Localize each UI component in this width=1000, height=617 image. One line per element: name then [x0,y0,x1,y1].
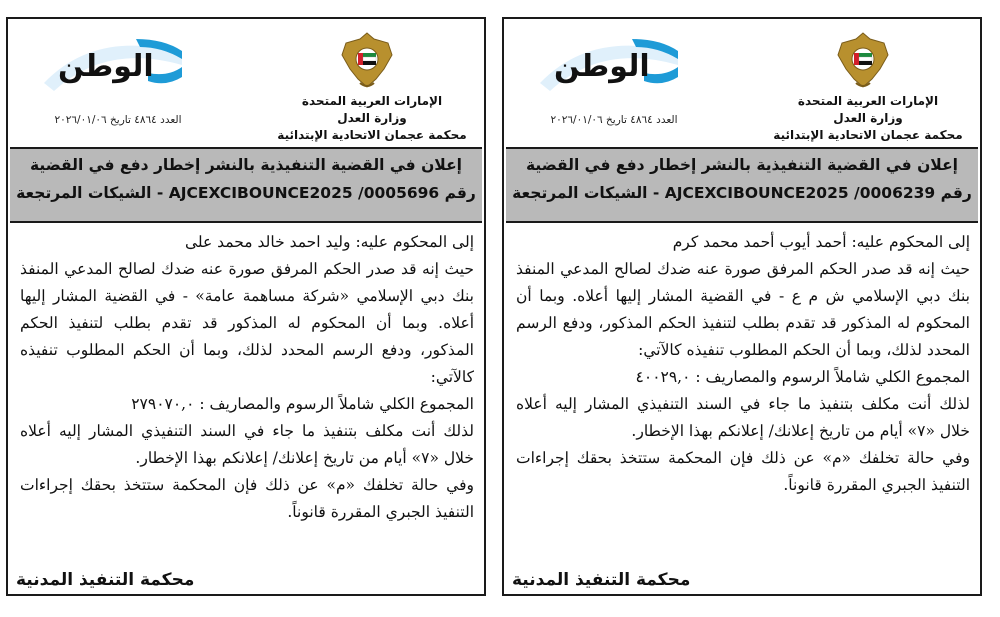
total-amount: المجموع الكلي شاملاً الرسوم والمصاريف : ٤٠٠٢٩,٠ [635,368,970,386]
title-suffix: - الشيكات المرتجعة [16,184,164,202]
notice-header [8,19,484,159]
total-amount: المجموع الكلي شاملاً الرسوم والمصاريف : ٢٧٩٠٧٠,٠ [131,395,474,413]
judgment-paragraph: حيث إنه قد صدر الحكم المرفق صورة عنه ضدك لصالح المدعي المنفذ بنك دبي الإسلامي ش م ع - في القضية المشار إليها أعلاه. وبما أن المحكوم له المذكور قد تقدم بطلب لتنفيذ الحكم المذكور، ودفع الرسم المحدد لذلك، وبما أن الحكم المطلوب تنفيذه كالآتي: [516,260,970,359]
uae-emblem-icon [338,29,396,91]
title-line-2 [10,184,482,202]
government-lines [272,93,472,144]
notice-header [504,19,980,159]
issue-info: العدد ٤٨٦٤ تاريخ ٢٠٢٦/٠١/٠٦ [54,114,182,126]
addressee: إلى المحكوم عليه: وليد احمد خالد محمد على [184,233,474,251]
title-prefix: رقم [444,184,476,202]
title-prefix: رقم [940,184,972,202]
default-paragraph: وفي حالة تخلفك «م» عن ذلك فإن المحكمة ستتخذ بحقك إجراءات التنفيذ الجبري المقررة قانوناً. [516,449,970,494]
issue-info: العدد ٤٨٦٤ تاريخ ٢٠٢٦/٠١/٠٦ [550,114,678,126]
gov-country: الإمارات العربية المتحدة [797,94,939,108]
notice-title [10,147,482,223]
title-line-1: إعلان في القضية التنفيذية بالنشر إخطار دفع في القضية [526,156,958,174]
notice-body [20,229,474,526]
court-signature: محكمة التنفيذ المدنية [16,570,195,590]
newspaper-logo [36,33,186,97]
case-number: AJCEXCIBOUNCE2025 /0006239 [664,184,936,202]
addressee: إلى المحكوم عليه: أحمد أيوب أحمد محمد كرم [672,233,970,251]
newspaper-logo [532,33,682,97]
notice-title [506,147,978,223]
gov-court: محكمة عجمان الاتحادية الإبتدائية [773,128,963,142]
notice-left [6,17,486,596]
gov-ministry: وزارة العدل [833,111,903,125]
newspaper-name: الوطن [554,49,650,84]
title-line-2 [506,184,978,202]
gov-country: الإمارات العربية المتحدة [301,94,443,108]
title-line-1: إعلان في القضية التنفيذية بالنشر إخطار دفع في القضية [30,156,462,174]
obligation-paragraph: لذلك أنت مكلف بتنفيذ ما جاء في السند التنفيذي المشار إليه أعلاه خلال «٧» أيام من تاريخ إعلانك/ إعلانكم بهذا الإخطار. [516,395,970,440]
notice-body [516,229,970,499]
court-signature: محكمة التنفيذ المدنية [512,570,691,590]
newspaper-name: الوطن [58,49,154,84]
obligation-paragraph: لذلك أنت مكلف بتنفيذ ما جاء في السند التنفيذي المشار إليه أعلاه خلال «٧» أيام من تاريخ إعلانك/ إعلانكم بهذا الإخطار. [20,422,474,467]
uae-emblem-icon [834,29,892,91]
gov-court: محكمة عجمان الاتحادية الإبتدائية [277,128,467,142]
default-paragraph: وفي حالة تخلفك «م» عن ذلك فإن المحكمة ستتخذ بحقك إجراءات التنفيذ الجبري المقررة قانوناً. [20,476,474,521]
notice-right [502,17,982,596]
gov-ministry: وزارة العدل [337,111,407,125]
case-number: AJCEXCIBOUNCE2025 /0005696 [168,184,440,202]
judgment-paragraph: حيث إنه قد صدر الحكم المرفق صورة عنه ضدك لصالح المدعي المنفذ بنك دبي الإسلامي «شركة مساهمة عامة» - في القضية المشار إليها أعلاه. وبما أن المحكوم له المذكور قد تقدم بطلب لتنفيذ الحكم المذكور، ودفع الرسم المحدد لذلك، وبما أن الحكم المطلوب تنفيذه كالآتي: [20,260,474,386]
title-suffix: - الشيكات المرتجعة [512,184,660,202]
government-lines [768,93,968,144]
